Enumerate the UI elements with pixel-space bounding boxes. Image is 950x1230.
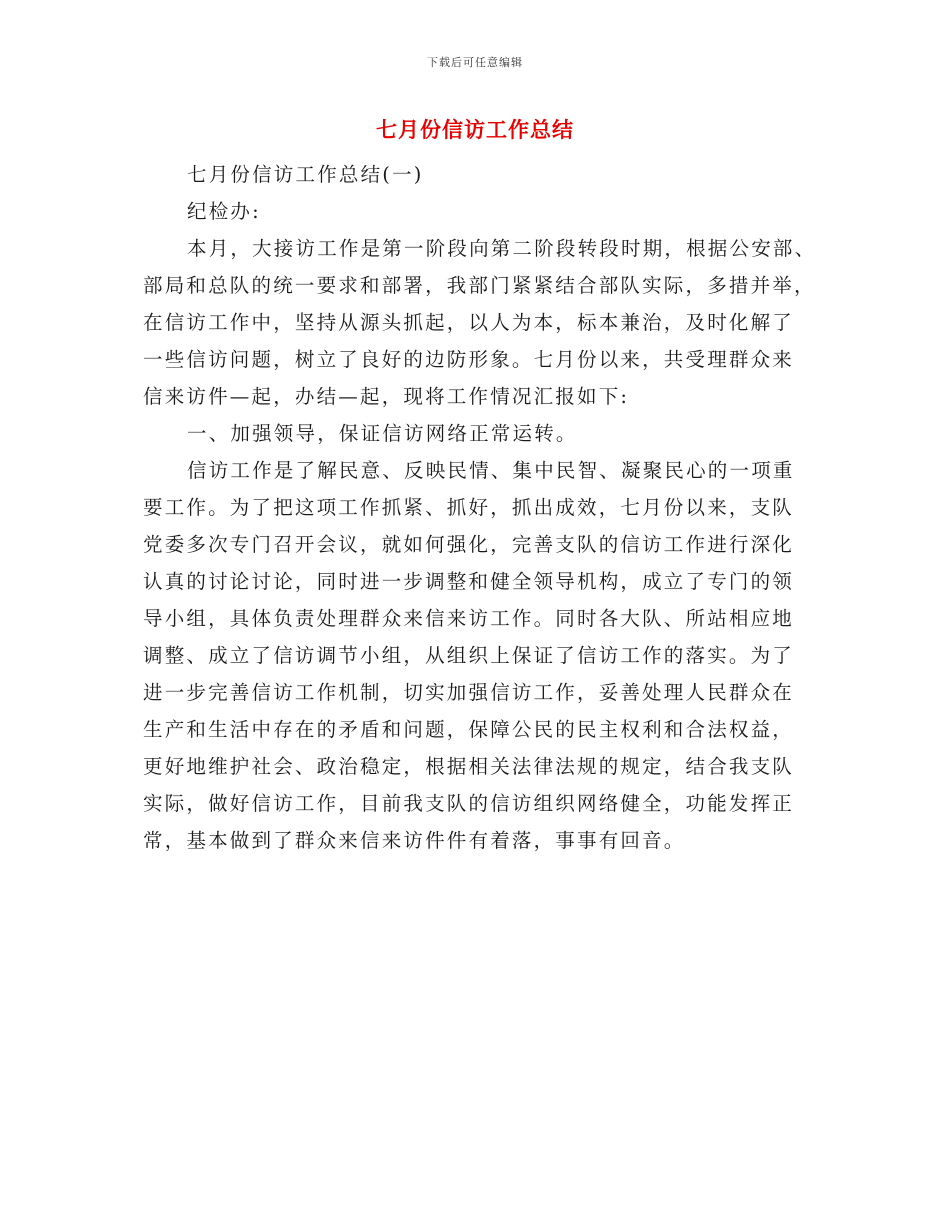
document-title: 七月份信访工作总结 <box>376 118 574 142</box>
body-line: 七月份信访工作总结(一) <box>187 163 424 186</box>
body-line: 实际，做好信访工作，目前我支队的信访组织网络健全，功能发挥正 <box>143 792 795 815</box>
body-line: 一、加强领导，保证信访网络正常运转。 <box>187 422 578 445</box>
body-line: 本月，大接访工作是第一阶段向第二阶段转段时期，根据公安部、 <box>187 237 817 260</box>
body-line: 信访工作是了解民意、反映民情、集中民智、凝聚民心的一项重 <box>187 459 795 482</box>
body-line: 一些信访问题，树立了良好的边防形象。七月份以来，共受理群众来 <box>143 348 795 371</box>
body-line: 常，基本做到了群众来信来访件件有着落，事事有回音。 <box>143 829 686 852</box>
body-line: 要工作。为了把这项工作抓紧、抓好，抓出成效，七月份以来，支队 <box>143 496 795 519</box>
body-line: 认真的讨论讨论，同时进一步调整和健全领导机构，成立了专门的领 <box>143 570 795 593</box>
body-line: 党委多次专门召开会议，就如何强化，完善支队的信访工作进行深化 <box>143 533 795 556</box>
body-line: 生产和生活中存在的矛盾和问题，保障公民的民主权利和合法权益， <box>143 718 795 741</box>
body-line: 部局和总队的统一要求和部署，我部门紧紧结合部队实际，多措并举， <box>143 274 816 297</box>
body-line: 信来访件—起，办结—起，现将工作情况汇报如下: <box>143 385 630 408</box>
body-line: 导小组，具体负责处理群众来信来访工作。同时各大队、所站相应地 <box>143 607 795 630</box>
header-note: 下载后可任意编辑 <box>427 56 523 69</box>
body-line: 调整、成立了信访调节小组，从组织上保证了信访工作的落实。为了 <box>143 644 795 667</box>
document-body <box>143 156 823 859</box>
body-line: 更好地维护社会、政治稳定，根据相关法律法规的规定，结合我支队 <box>143 755 795 778</box>
body-line: 纪检办: <box>187 200 261 223</box>
body-line: 在信访工作中，坚持从源头抓起，以人为本，标本兼治，及时化解了 <box>143 311 795 334</box>
body-line: 进一步完善信访工作机制，切实加强信访工作，妥善处理人民群众在 <box>143 681 795 704</box>
